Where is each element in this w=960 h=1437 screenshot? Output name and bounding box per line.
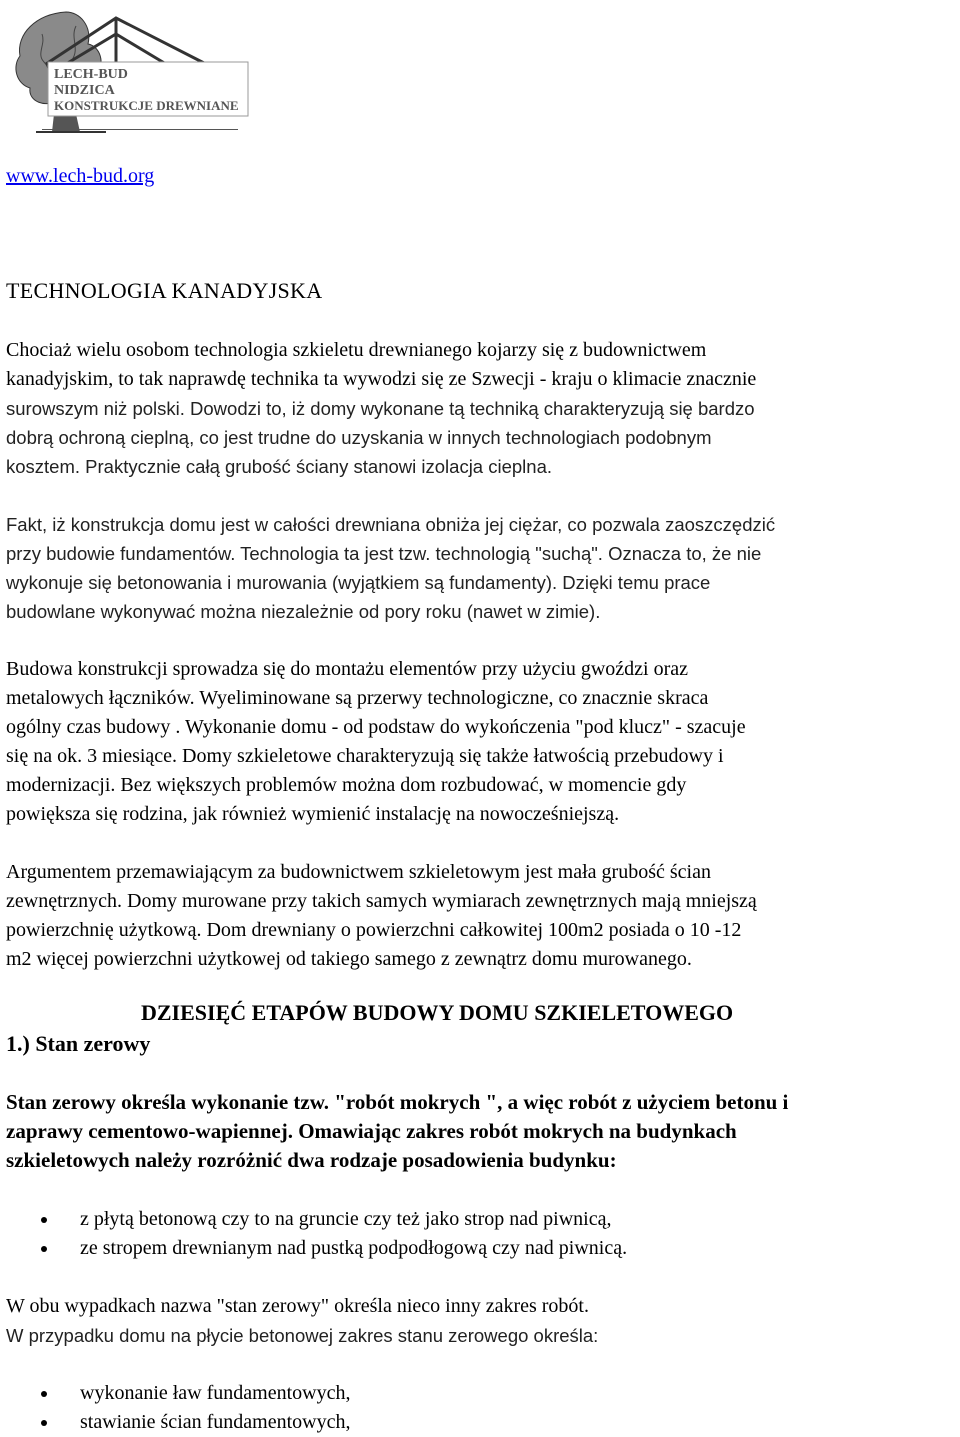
paragraph-line: dobrą ochroną cieplną, co jest trudne do uzyskania w innych technologiach podobnym <box>6 427 712 448</box>
paragraph-assembly <box>6 655 958 829</box>
paragraph-weight <box>6 510 958 626</box>
site-link[interactable]: www.lech-bud.org <box>6 165 155 187</box>
paragraph-line: kosztem. Praktycznie całą grubość ściany stanowi izolacja cieplna. <box>6 456 552 477</box>
paragraph-wall-thickness <box>6 858 958 974</box>
paragraph-line: metalowych łączników. Wyeliminowane są przerwy technologiczne, co znacznie skraca <box>6 687 709 709</box>
paragraph-line: Budowa konstrukcji sprowadza się do montażu elementów przy użyciu gwoździ oraz <box>6 658 689 680</box>
paragraph-line: modernizacji. Bez większych problemów można dom rozbudować, w momencie gdy <box>6 774 687 796</box>
foundation-types-list <box>0 1205 960 1263</box>
paragraph-line: Chociaż wielu osobom technologia szkieletu drewnianego kojarzy się z budownictwem <box>6 339 707 361</box>
paragraph-line: szkieletowych należy rozróżnić dwa rodzaje posadowienia budynku: <box>6 1148 617 1172</box>
logo-text-line2: NIDZICA <box>54 83 115 98</box>
paragraph-line: powiększa się rodzina, jak również wymienić instalację na nowocześniejszą. <box>6 803 620 825</box>
paragraph-line: przy budowie fundamentów. Technologia ta jest tzw. technologią "suchą". Oznacza to, że nie <box>6 543 762 564</box>
logo-text-line3: KONSTRUKCJE DREWNIANE <box>54 98 239 113</box>
paragraph-line: ogólny czas budowy . Wykonanie domu - od podstaw do wykończenia "pod klucz" - szacuje <box>6 716 746 738</box>
section-title: DZIESIĘĆ ETAPÓW BUDOWY DOMU SZKIELETOWEGO <box>141 1000 734 1025</box>
paragraph-line: W przypadku domu na płycie betonowej zakres stanu zerowego określa: <box>6 1325 599 1346</box>
paragraph-line: kanadyjskim, to tak naprawdę technika ta wywodzi się ze Szwecji - kraju o klimacie znacznie <box>6 368 757 390</box>
logo-text-line1: LECH-BUD <box>54 67 128 82</box>
scope-list <box>0 1379 960 1437</box>
paragraph-line: Stan zerowy określa wykonanie tzw. "robót mokrych ", a więc robót z użyciem betonu i <box>6 1090 789 1114</box>
paragraph-line: Fakt, iż konstrukcja domu jest w całości drewniana obniża jej ciężar, co pozwala zaoszczędzić <box>6 514 776 535</box>
paragraph-line: się na ok. 3 miesiące. Domy szkieletowe charakteryzują się także łatwością przebudowy i <box>6 745 724 767</box>
paragraph-line: zaprawy cementowo-wapiennej. Omawiając zakres robót mokrych na budynkach <box>6 1119 737 1143</box>
paragraph-line: W obu wypadkach nazwa "stan zerowy" określa nieco inny zakres robót. <box>6 1295 589 1317</box>
page-title: TECHNOLOGIA KANADYJSKA <box>6 278 323 303</box>
list-item: z płytą betonową czy to na gruncie czy też jako strop nad piwnicą, <box>0 1205 960 1234</box>
company-logo <box>6 4 268 134</box>
paragraph-line: surowszym niż polski. Dowodzi to, iż domy wykonane tą techniką charakteryzują się bardzo <box>6 398 755 419</box>
list-item: stawianie ścian fundamentowych, <box>0 1408 960 1437</box>
paragraph-stage-zero <box>6 1088 958 1175</box>
logo-underline <box>42 129 238 130</box>
paragraph-line: wykonuje się betonowania i murowania (wyjątkiem są fundamenty). Dzięki temu prace <box>6 572 711 593</box>
list-item: wykonanie ław fundamentowych, <box>0 1379 960 1408</box>
list-item: ze stropem drewnianym nad pustką podpodłogową czy nad piwnicą. <box>0 1234 960 1263</box>
paragraph-line: powierzchnię użytkową. Dom drewniany o powierzchni całkowitej 100m2 posiada o 10 -12 <box>6 919 742 941</box>
paragraph-scope <box>6 1292 958 1350</box>
paragraph-line: zewnętrznych. Domy murowane przy takich samych wymiarach zewnętrznych mają mniejszą <box>6 890 757 912</box>
paragraph-line: m2 więcej powierzchni użytkowej od takiego samego z zewnątrz domu murowanego. <box>6 948 692 970</box>
stage-title: 1.) Stan zerowy <box>6 1031 151 1056</box>
paragraph-intro <box>6 336 958 481</box>
paragraph-line: budowlane wykonywać można niezależnie od pory roku (nawet w zimie). <box>6 601 601 622</box>
paragraph-line: Argumentem przemawiającym za budownictwem szkieletowym jest mała grubość ścian <box>6 861 711 883</box>
